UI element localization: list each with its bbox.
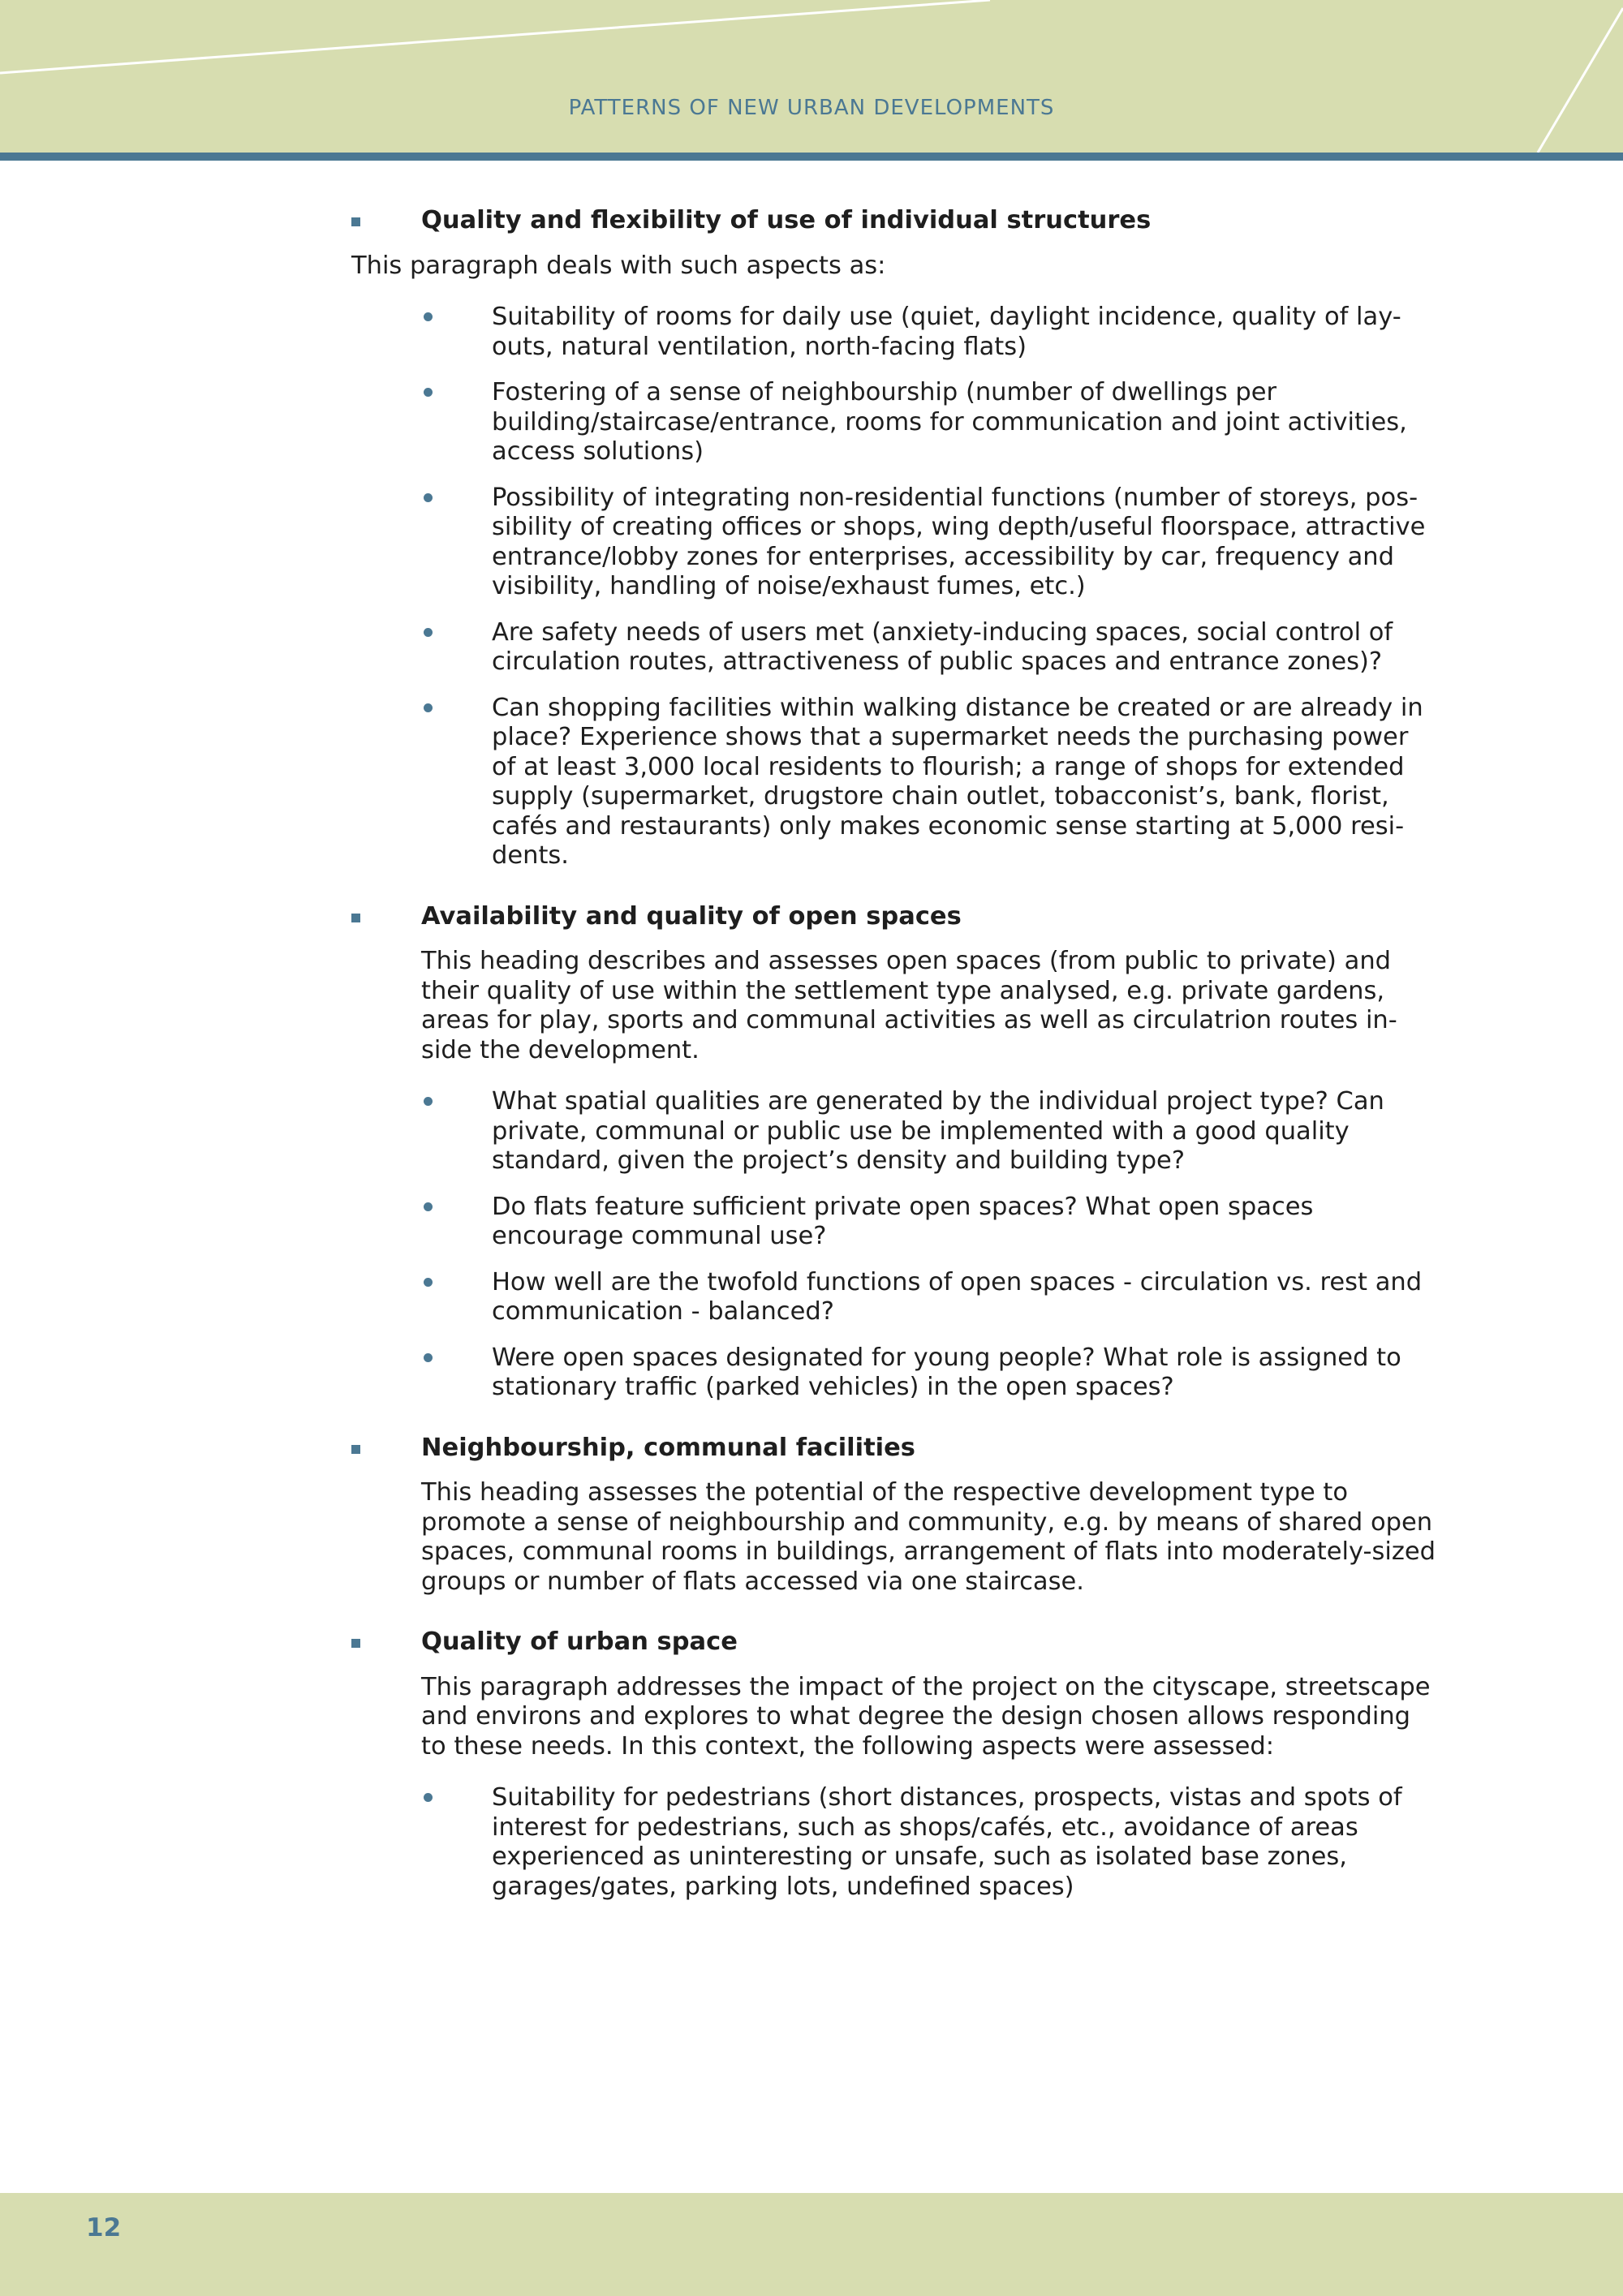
- list-item-text: Can shopping facilities within walking distance be created or are already in place? Experience shows that a supermarket needs the purchasing power of at least 3,000 local residents to flourish; a range of shops for extended supply (supermarket, drugstore chain outlet, tobacconist’s, bank, florist, cafés and restaurants) only makes economic sense starting at 5,000 resi-dents.: [492, 693, 1423, 870]
- section-heading-text: Neighbourship, communal facilities: [421, 1433, 915, 1462]
- section-open-spaces: [351, 902, 1439, 1403]
- list-item-text: Are safety needs of users met (anxiety-inducing spaces, social control of circulation routes, attractiveness of public spaces and entrance zones)?: [492, 617, 1393, 676]
- round-bullet-icon: [424, 388, 433, 397]
- list-item: [351, 1344, 1439, 1403]
- list-item-text: Do flats feature sufficient private open spaces? What open spaces encourage communal use?: [492, 1192, 1314, 1250]
- square-bullet-icon: [351, 914, 360, 922]
- bullet-list: [351, 303, 1439, 871]
- list-item-text: What spatial qualities are generated by the individual project type? Can private, communal or public use be implemented with a good quality standard, given the project’s density and building type?: [492, 1087, 1384, 1175]
- section-intro: This heading describes and assesses open spaces (from public to private) and their quality of use within the settlement type analysed, e.g. private gardens, areas for play, sports and communal activities as well as circulatrion routes in-side the development.: [421, 947, 1397, 1064]
- decorative-lines: [0, 0, 1623, 153]
- list-item: [351, 303, 1439, 362]
- list-item: [351, 1087, 1439, 1176]
- section-heading: [351, 1627, 1439, 1658]
- section-intro: This paragraph deals with such aspects as:: [351, 251, 886, 280]
- page-number: 12: [86, 2213, 122, 2242]
- square-bullet-icon: [351, 1639, 360, 1648]
- section-heading: [351, 1434, 1439, 1464]
- section-heading: [351, 902, 1439, 932]
- decorative-line-left: [0, 0, 990, 73]
- list-item: [351, 1193, 1439, 1252]
- list-item-text: Suitability of rooms for daily use (quiet, daylight incidence, quality of lay-outs, natural ventilation, north-facing flats): [492, 303, 1401, 361]
- header-rule: [0, 153, 1623, 161]
- list-item-text: Suitability for pedestrians (short distances, prospects, vistas and spots of interest for pedestrians, such as shops/cafés, etc., avoidance of areas experienced as uninteresting or unsafe, such as isolated base zones, garages/gates, parking lots, undefined spaces): [492, 1783, 1402, 1901]
- list-item-text: How well are the twofold functions of open spaces - circulation vs. rest and communication - balanced?: [492, 1267, 1423, 1326]
- decorative-line-right: [1538, 8, 1623, 153]
- round-bullet-icon: [424, 1202, 433, 1211]
- list-item-text: Possibility of integrating non-residential functions (number of storeys, pos-sibility of creating offices or shops, wing depth/useful floorspace, attractive entrance/lobby zones for enterprises, accessibility by car, frequency and visibility, handling of noise/exhaust fumes, etc.): [492, 483, 1426, 600]
- section-neighbourship: [351, 1434, 1439, 1597]
- main-content: [351, 206, 1439, 1918]
- round-bullet-icon: [424, 703, 433, 712]
- section-heading-text: Quality and flexibility of use of individual structures: [421, 206, 1152, 234]
- section-heading-text: Availability and quality of open spaces: [421, 901, 962, 931]
- square-bullet-icon: [351, 217, 360, 226]
- section-heading: [351, 206, 1439, 236]
- list-item: [351, 1268, 1439, 1327]
- round-bullet-icon: [424, 628, 433, 637]
- round-bullet-icon: [424, 493, 433, 502]
- running-title: PATTERNS OF NEW URBAN DEVELOPMENTS: [568, 96, 1055, 120]
- list-item: [351, 378, 1439, 467]
- list-item: [351, 1783, 1439, 1902]
- list-item: [351, 484, 1439, 602]
- list-item: [351, 618, 1439, 677]
- round-bullet-icon: [424, 1097, 433, 1106]
- page-footer-band: [0, 2193, 1623, 2296]
- bullet-list: [351, 1087, 1439, 1403]
- square-bullet-icon: [351, 1445, 360, 1454]
- round-bullet-icon: [424, 312, 433, 321]
- round-bullet-icon: [424, 1278, 433, 1287]
- section-urban-space: [351, 1627, 1439, 1902]
- page-header-band: [0, 0, 1623, 153]
- bullet-list: [351, 1783, 1439, 1902]
- list-item-text: Fostering of a sense of neighbourship (number of dwellings per building/staircase/entrance, rooms for communication and joint activities, access solutions): [492, 378, 1407, 466]
- section-intro: This paragraph addresses the impact of the project on the cityscape, streetscape and environs and explores to what degree the design chosen allows responding to these needs. In this context, the following aspects were assessed:: [421, 1672, 1431, 1761]
- round-bullet-icon: [424, 1793, 433, 1802]
- section-structures: [351, 206, 1439, 871]
- section-intro: This heading assesses the potential of the respective development type to promote a sense of neighbourship and community, e.g. by means of shared open spaces, communal rooms in buildings, arrangement of flats into moderately-sized groups or number of flats accessed via one staircase.: [421, 1478, 1436, 1596]
- list-item: [351, 694, 1439, 871]
- section-heading-text: Quality of urban space: [421, 1627, 738, 1656]
- round-bullet-icon: [424, 1353, 433, 1362]
- list-item-text: Were open spaces designated for young people? What role is assigned to stationary traffic (parked vehicles) in the open spaces?: [492, 1343, 1401, 1401]
